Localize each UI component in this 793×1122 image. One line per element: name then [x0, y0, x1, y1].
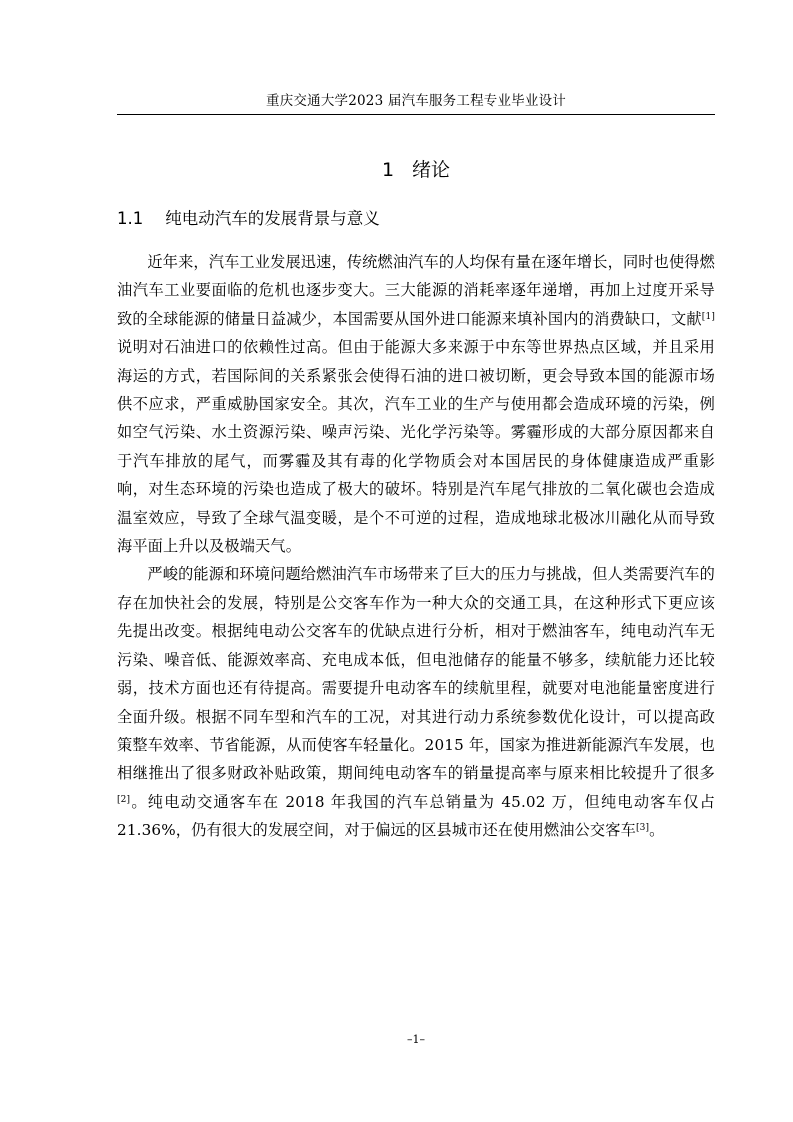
paragraph [117, 248, 715, 560]
paragraph-text: 。纯电动交通客车在 2018 年我国的汽车总销量为 45.02 万，但纯电动客车仅占 21.36%，仍有很大的发展空间，对于偏远的区县城市还在使用燃油公交客车 [117, 792, 715, 840]
paragraph-text: 说明对石油进口的依赖性过高。但由于能源大多来源于中东等世界热点区域，并且采用海运的方式，若国际间的关系紧张会使得石油的进口被切断，更会导致本国的能源市场供不应求，严重威胁国家安全。其次，汽车工业的生产与使用都会造成环境的污染，例如空气污染、水土资源污染、噪声污染、光化学污染等。雾霾形成的大部分原因都来自于汽车排放的尾气，而雾霾及其有毒的化学物质会对本国居民的身体健康造成严重影响，对生态环境的污染也造成了极大的破坏。特别是汽车尾气排放的二氧化碳也会造成温室效应，导致了全球气温变暖，是个不可逆的过程，造成地球北极冰川融化从而导致海平面上升以及极端天气。 [117, 338, 715, 556]
chapter-number: 1 [381, 159, 395, 181]
chapter-title-text: 绪论 [412, 159, 451, 181]
section-number: 1.1 [117, 209, 144, 228]
page-number: –1– [407, 1033, 425, 1046]
section-title-text: 纯电动汽车的发展背景与意义 [165, 209, 380, 228]
paragraph-text: 。 [649, 821, 665, 840]
running-header: 重庆交通大学2023 届汽车服务工程专业毕业设计 [266, 93, 566, 109]
chapter-title [117, 157, 715, 183]
section-title [117, 207, 380, 231]
header-rule [117, 114, 715, 115]
paragraph [117, 560, 715, 844]
paragraph-text: 近年来，汽车工业发展迅速，传统燃油汽车的人均保有量在逐年增长，同时也使得燃油汽车工业要面临的危机也逐步变大。三大能源的消耗率逐年递增，再加上过度开采导致的全球能源的储量日益减少，本国需要从国外进口能源来填补国内的消费缺口，文献 [117, 253, 715, 328]
body-text [117, 248, 715, 845]
paragraph-text: 严峻的能源和环境问题给燃油汽车市场带来了巨大的压力与挑战，但人类需要汽车的存在加快社会的发展，特别是公交客车作为一种大众的交通工具，在这种形式下更应该先提出改变。根据纯电动公交客车的优缺点进行分析，相对于燃油客车，纯电动汽车无污染、噪音低、能源效率高、充电成本低，但电池储存的能量不够多，续航能力还比较弱，技术方面也还有待提高。需要提升电动客车的续航里程，就要对电池能量密度进行全面升级。根据不同车型和汽车的工况，对其进行动力系统参数优化设计，可以提高政策整车效率、节省能源，从而使客车轻量化。2015 年，国家为推进新能源汽车发展，也相继推出了很多财政补贴政策，期间纯电动客车的销量提高率与原来相比较提升了很多 [117, 565, 715, 783]
citation-ref: [1] [701, 311, 715, 322]
citation-ref: [2] [117, 794, 131, 805]
citation-ref: [3] [635, 823, 650, 834]
